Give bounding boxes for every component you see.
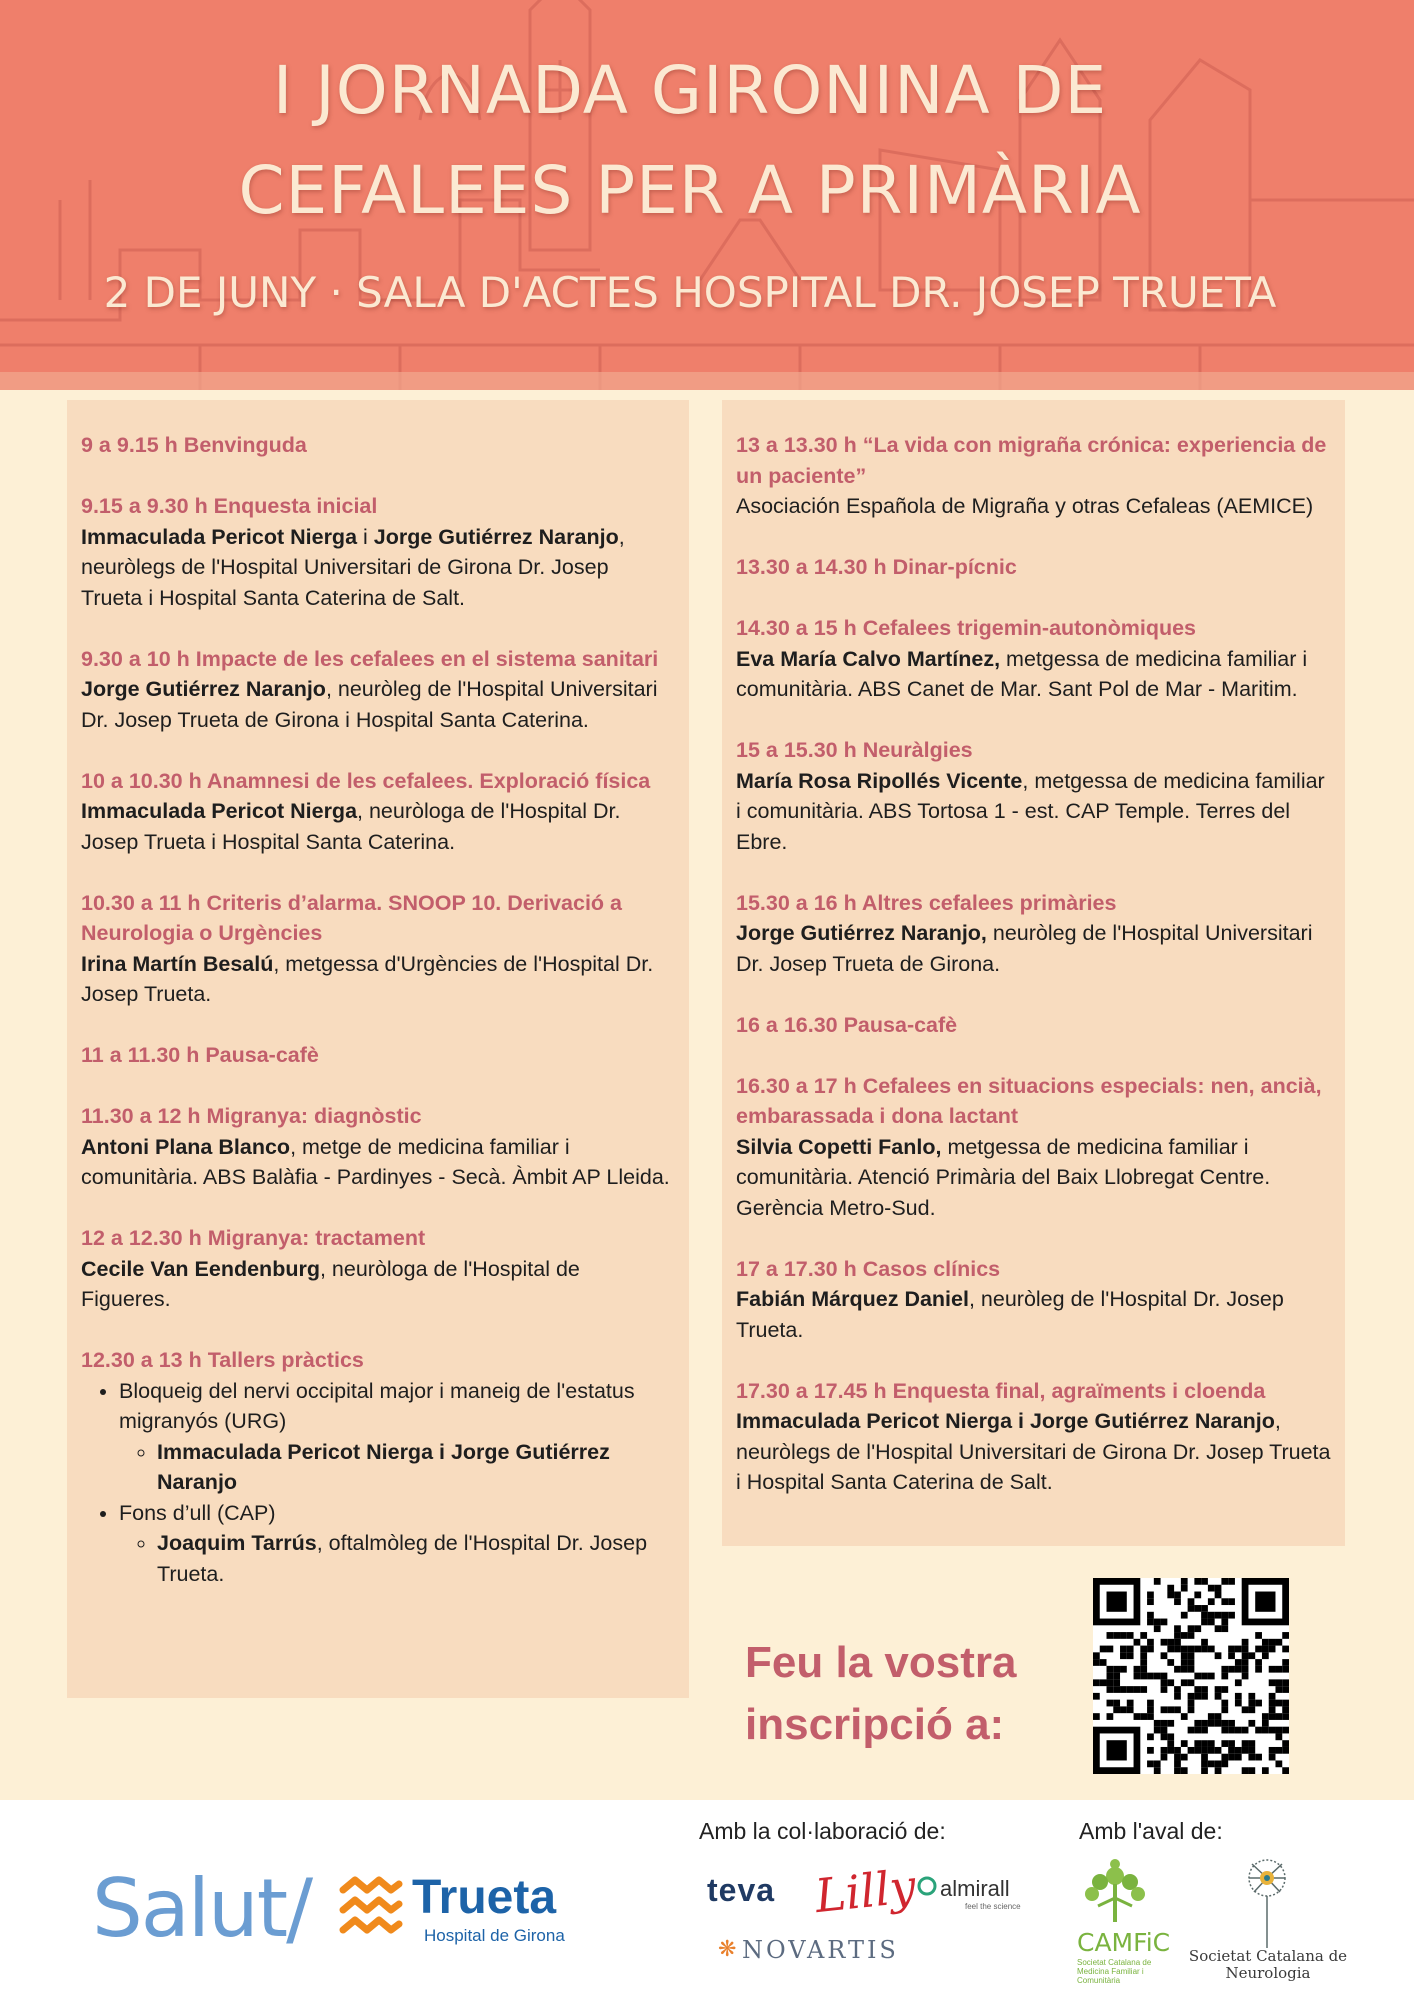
program-session — [81, 1345, 675, 1589]
session-title: 11 a 11.30 h Pausa-cafè — [81, 1043, 319, 1067]
program-session — [736, 735, 1331, 857]
program-session — [81, 430, 675, 461]
session-speakers — [736, 644, 1331, 705]
event-title-line1: I JORNADA GIRONINA DE — [272, 52, 1108, 129]
novartis-logo: NOVARTIS — [742, 1936, 899, 1964]
session-title: 11.30 a 12 h Migranya: diagnòstic — [81, 1104, 422, 1128]
speaker-affiliation: Asociación Española de Migraña y otras Cefaleas (AEMICE) — [736, 494, 1314, 518]
workshop-speaker-list — [119, 1528, 675, 1589]
session-speakers — [736, 1284, 1331, 1345]
speaker-affiliation: , neuròlegs de l'Hospital Universitari de Girona Dr. Josep Trueta i Hospital Santa Caterina de Salt. — [736, 1409, 1331, 1494]
scn-tree-icon — [1232, 1856, 1302, 1950]
speaker-name: Immaculada Pericot Nierga — [81, 524, 358, 549]
session-title: 10.30 a 11 h Criteris d’alarma. SNOOP 10. Derivació a Neurologia o Urgències — [81, 890, 622, 945]
session-title: 13 a 13.30 h “La vida con migraña crónica: experiencia de un paciente” — [736, 433, 1327, 488]
novartis-flame-icon: ❋ — [718, 1936, 737, 1961]
program-session — [736, 888, 1331, 980]
speaker-affiliation: , metgessa de medicina familiar i comunitària. ABS Tortosa 1 - est. CAP Temple. Terres del Ebre. — [736, 768, 1325, 854]
workshop-speaker — [157, 1528, 675, 1589]
session-title: 16.30 a 17 h Cefalees en situacions especials: nen, ancià, embarassada i dona lactant — [736, 1073, 1322, 1128]
speaker-affiliation: i — [357, 524, 374, 549]
session-title: 9 a 9.15 h Benvinguda — [81, 433, 307, 457]
speaker-name: Irina Martín Besalú — [81, 951, 274, 976]
speaker-name: Fabián Márquez Daniel — [736, 1287, 969, 1311]
session-speakers — [81, 796, 675, 857]
session-title: 14.30 a 15 h Cefalees trigemin-autonòmiques — [736, 616, 1197, 640]
lilly-logo: Lilly — [812, 1858, 919, 1924]
trueta-logo-mark-icon — [338, 1876, 404, 1940]
speaker-name: Immaculada Pericot Nierga i Jorge Gutiérrez Naranjo — [157, 1439, 610, 1494]
speaker-name: Cecile Van Eendenburg — [81, 1256, 320, 1281]
event-title-line2: CEFALEES PER A PRIMÀRIA — [238, 152, 1142, 229]
speaker-affiliation: , oftalmòleg de l'Hospital Dr. Josep Trueta. — [157, 1531, 648, 1586]
almirall-logo-mark-icon — [916, 1875, 938, 1897]
session-speakers — [81, 949, 675, 1010]
speaker-name: Jorge Gutiérrez Naranjo — [373, 524, 619, 549]
program-session — [81, 888, 675, 1010]
program-session — [736, 430, 1331, 522]
session-title: 9.15 a 9.30 h Enquesta inicial — [81, 494, 378, 518]
program-session — [81, 1101, 675, 1193]
speaker-affiliation: metgessa de medicina familiar i comunitària. Atenció Primària del Baix Llobregat Centre. Gerència Metro-Sud. — [736, 1134, 1271, 1220]
workshop-item — [119, 1376, 675, 1498]
program-column-afternoon — [722, 400, 1345, 1546]
workshop-speaker — [157, 1437, 675, 1498]
speaker-affiliation: , neuròleg de l'Hospital Dr. Josep Trueta. — [736, 1287, 1284, 1342]
event-date-venue: 2 DE JUNY · SALA D'ACTES HOSPITAL DR. JOSEP TRUETA — [103, 268, 1277, 317]
speaker-name: Jorge Gutiérrez Naranjo — [81, 677, 326, 701]
speaker-affiliation: , neuròloga de l'Hospital Dr. Josep Trueta i Hospital Santa Caterina. — [81, 799, 621, 854]
speaker-name: Eva María Calvo Martínez, — [736, 646, 1001, 671]
program-session — [81, 1040, 675, 1071]
session-title: 15 a 15.30 h Neuràlgies — [736, 738, 973, 762]
speaker-affiliation: , neuròloga de l'Hospital de Figueres. — [81, 1256, 580, 1311]
session-title: 12 a 12.30 h Migranya: tractament — [81, 1226, 426, 1250]
speaker-name: Jorge Gutiérrez Naranjo, — [736, 921, 987, 945]
workshop-speaker-list — [119, 1437, 675, 1498]
session-title: 12.30 a 13 h Tallers pràctics — [81, 1348, 364, 1372]
trueta-logo-name: Trueta — [412, 1871, 557, 1924]
session-speakers — [736, 766, 1331, 858]
speaker-name: Immaculada Pericot Nierga — [81, 799, 358, 823]
session-speakers — [81, 1254, 675, 1315]
collaboration-label: Amb la col·laboració de: — [699, 1818, 946, 1844]
speaker-affiliation: , metge de medicina familiar i comunitària. ABS Balàfia - Pardinyes - Secà. Àmbit AP Lleida. — [81, 1134, 670, 1189]
trueta-logo-subtitle: Hospital de Girona — [424, 1926, 565, 1945]
program-session — [736, 1376, 1331, 1498]
speaker-affiliation: , neuròlegs de l'Hospital Universitari de Girona Dr. Josep Trueta i Hospital Santa Caterina de Salt. — [81, 524, 625, 610]
program-session — [736, 1254, 1331, 1346]
qr-code-icon[interactable] — [1093, 1578, 1289, 1774]
session-title: 15.30 a 16 h Altres cefalees primàries — [736, 890, 1117, 915]
workshop-title: Fons d’ull (CAP) — [119, 1500, 276, 1525]
almirall-logo: almirall — [940, 1876, 1010, 1901]
session-speakers — [736, 1132, 1331, 1224]
program-session — [736, 1010, 1331, 1041]
session-speakers — [736, 918, 1331, 979]
workshop-list — [81, 1376, 675, 1590]
speaker-name: Joaquim Tarrús — [157, 1531, 317, 1555]
camfic-logo: CAMFiC — [1077, 1928, 1171, 1957]
registration-call: Feu la vostra inscripció a: — [745, 1638, 1017, 1749]
speaker-affiliation: metgessa de medicina familiar i comunitària. ABS Canet de Mar. Sant Pol de Mar - Maritim. — [736, 646, 1308, 701]
program-session — [81, 644, 675, 736]
session-title: 16 a 16.30 Pausa-cafè — [736, 1012, 958, 1037]
session-title: 10 a 10.30 h Anamnesi de les cefalees. Exploració física — [81, 768, 651, 793]
header-banner — [0, 0, 1414, 390]
workshop-title: Bloqueig del nervi occipital major i maneig de l'estatus migranyós (URG) — [119, 1378, 635, 1433]
program-column-morning — [67, 400, 689, 1698]
program-session — [81, 1223, 675, 1315]
speaker-affiliation: neuròleg de l'Hospital Universitari Dr. Josep Trueta de Girona. — [736, 921, 1313, 976]
program-session — [736, 613, 1331, 705]
speaker-affiliation: , metgessa d'Urgències de l'Hospital Dr. Josep Trueta. — [81, 951, 654, 1006]
session-title: 9.30 a 10 h Impacte de les cefalees en el sistema sanitari — [81, 646, 659, 671]
camfic-tree-icon — [1080, 1858, 1150, 1924]
program-session — [736, 552, 1331, 583]
teva-logo: teva — [707, 1872, 776, 1908]
program-session — [736, 1071, 1331, 1224]
scn-logo: Societat Catalana de Neurologia — [1188, 1947, 1348, 1982]
speaker-name: Antoni Plana Blanco — [81, 1134, 291, 1159]
speaker-name: Immaculada Pericot Nierga i Jorge Gutiérrez Naranjo — [736, 1409, 1275, 1433]
session-speakers — [81, 522, 675, 614]
program-session — [81, 491, 675, 613]
program-session — [81, 766, 675, 858]
almirall-tagline: feel the science — [965, 1902, 1021, 1911]
session-title: 17 a 17.30 h Casos clínics — [736, 1256, 1001, 1281]
workshop-item — [119, 1498, 675, 1590]
session-title: 13.30 a 14.30 h Dinar-pícnic — [736, 555, 1017, 579]
speaker-name: Silvia Copetti Fanlo, — [736, 1134, 942, 1159]
speaker-name: María Rosa Ripollés Vicente — [736, 768, 1023, 793]
session-speakers — [81, 1132, 675, 1193]
session-title: 17.30 a 17.45 h Enquesta final, agraïments i cloenda — [736, 1378, 1266, 1403]
session-speakers — [736, 491, 1331, 522]
speaker-affiliation: , neuròleg de l'Hospital Universitari Dr. Josep Trueta de Girona i Hospital Santa Caterina. — [81, 677, 658, 732]
camfic-logo-subtitle: Societat Catalana de Medicina Familiar i Comunitària — [1077, 1958, 1152, 1985]
endorsement-label: Amb l'aval de: — [1079, 1818, 1223, 1844]
session-speakers — [736, 1406, 1331, 1498]
salut-logo: Salut/ — [92, 1862, 312, 1955]
session-speakers — [81, 674, 675, 735]
